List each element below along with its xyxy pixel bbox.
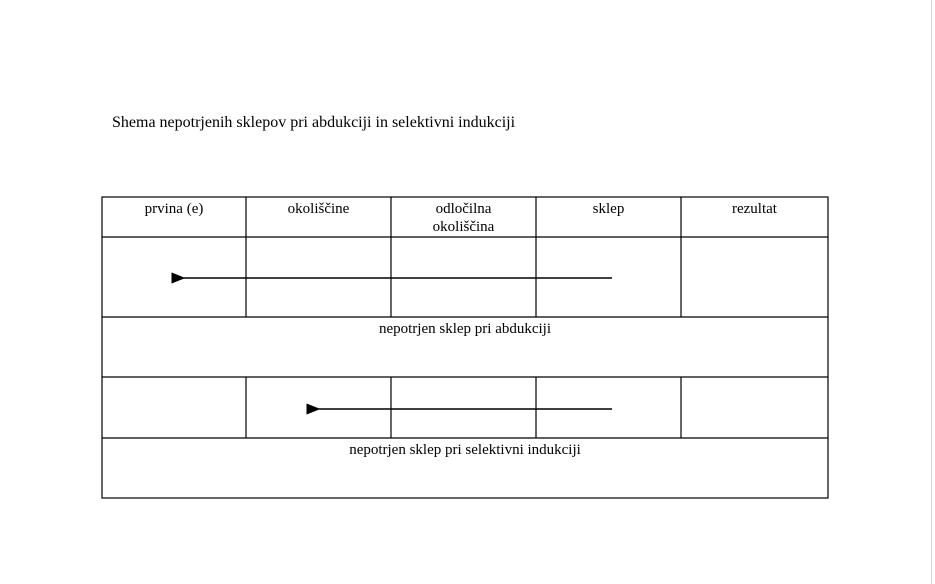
header-okoliscine: okoliščine <box>287 201 350 217</box>
abduction-label: nepotrjen sklep pri abdukciji <box>378 321 552 337</box>
header-prvina: prvina (e) <box>144 201 204 217</box>
header-okoliscina: okoliščina <box>432 219 495 235</box>
header-odlocilna: odločilna <box>435 201 492 217</box>
page-title: Shema nepotrjenih sklepov pri abdukciji in selektivni indukciji <box>112 114 516 131</box>
induction-label: nepotrjen sklep pri selektivni indukciji <box>349 442 581 458</box>
header-sklep: sklep <box>592 201 625 217</box>
header-rezultat: rezultat <box>732 201 777 217</box>
